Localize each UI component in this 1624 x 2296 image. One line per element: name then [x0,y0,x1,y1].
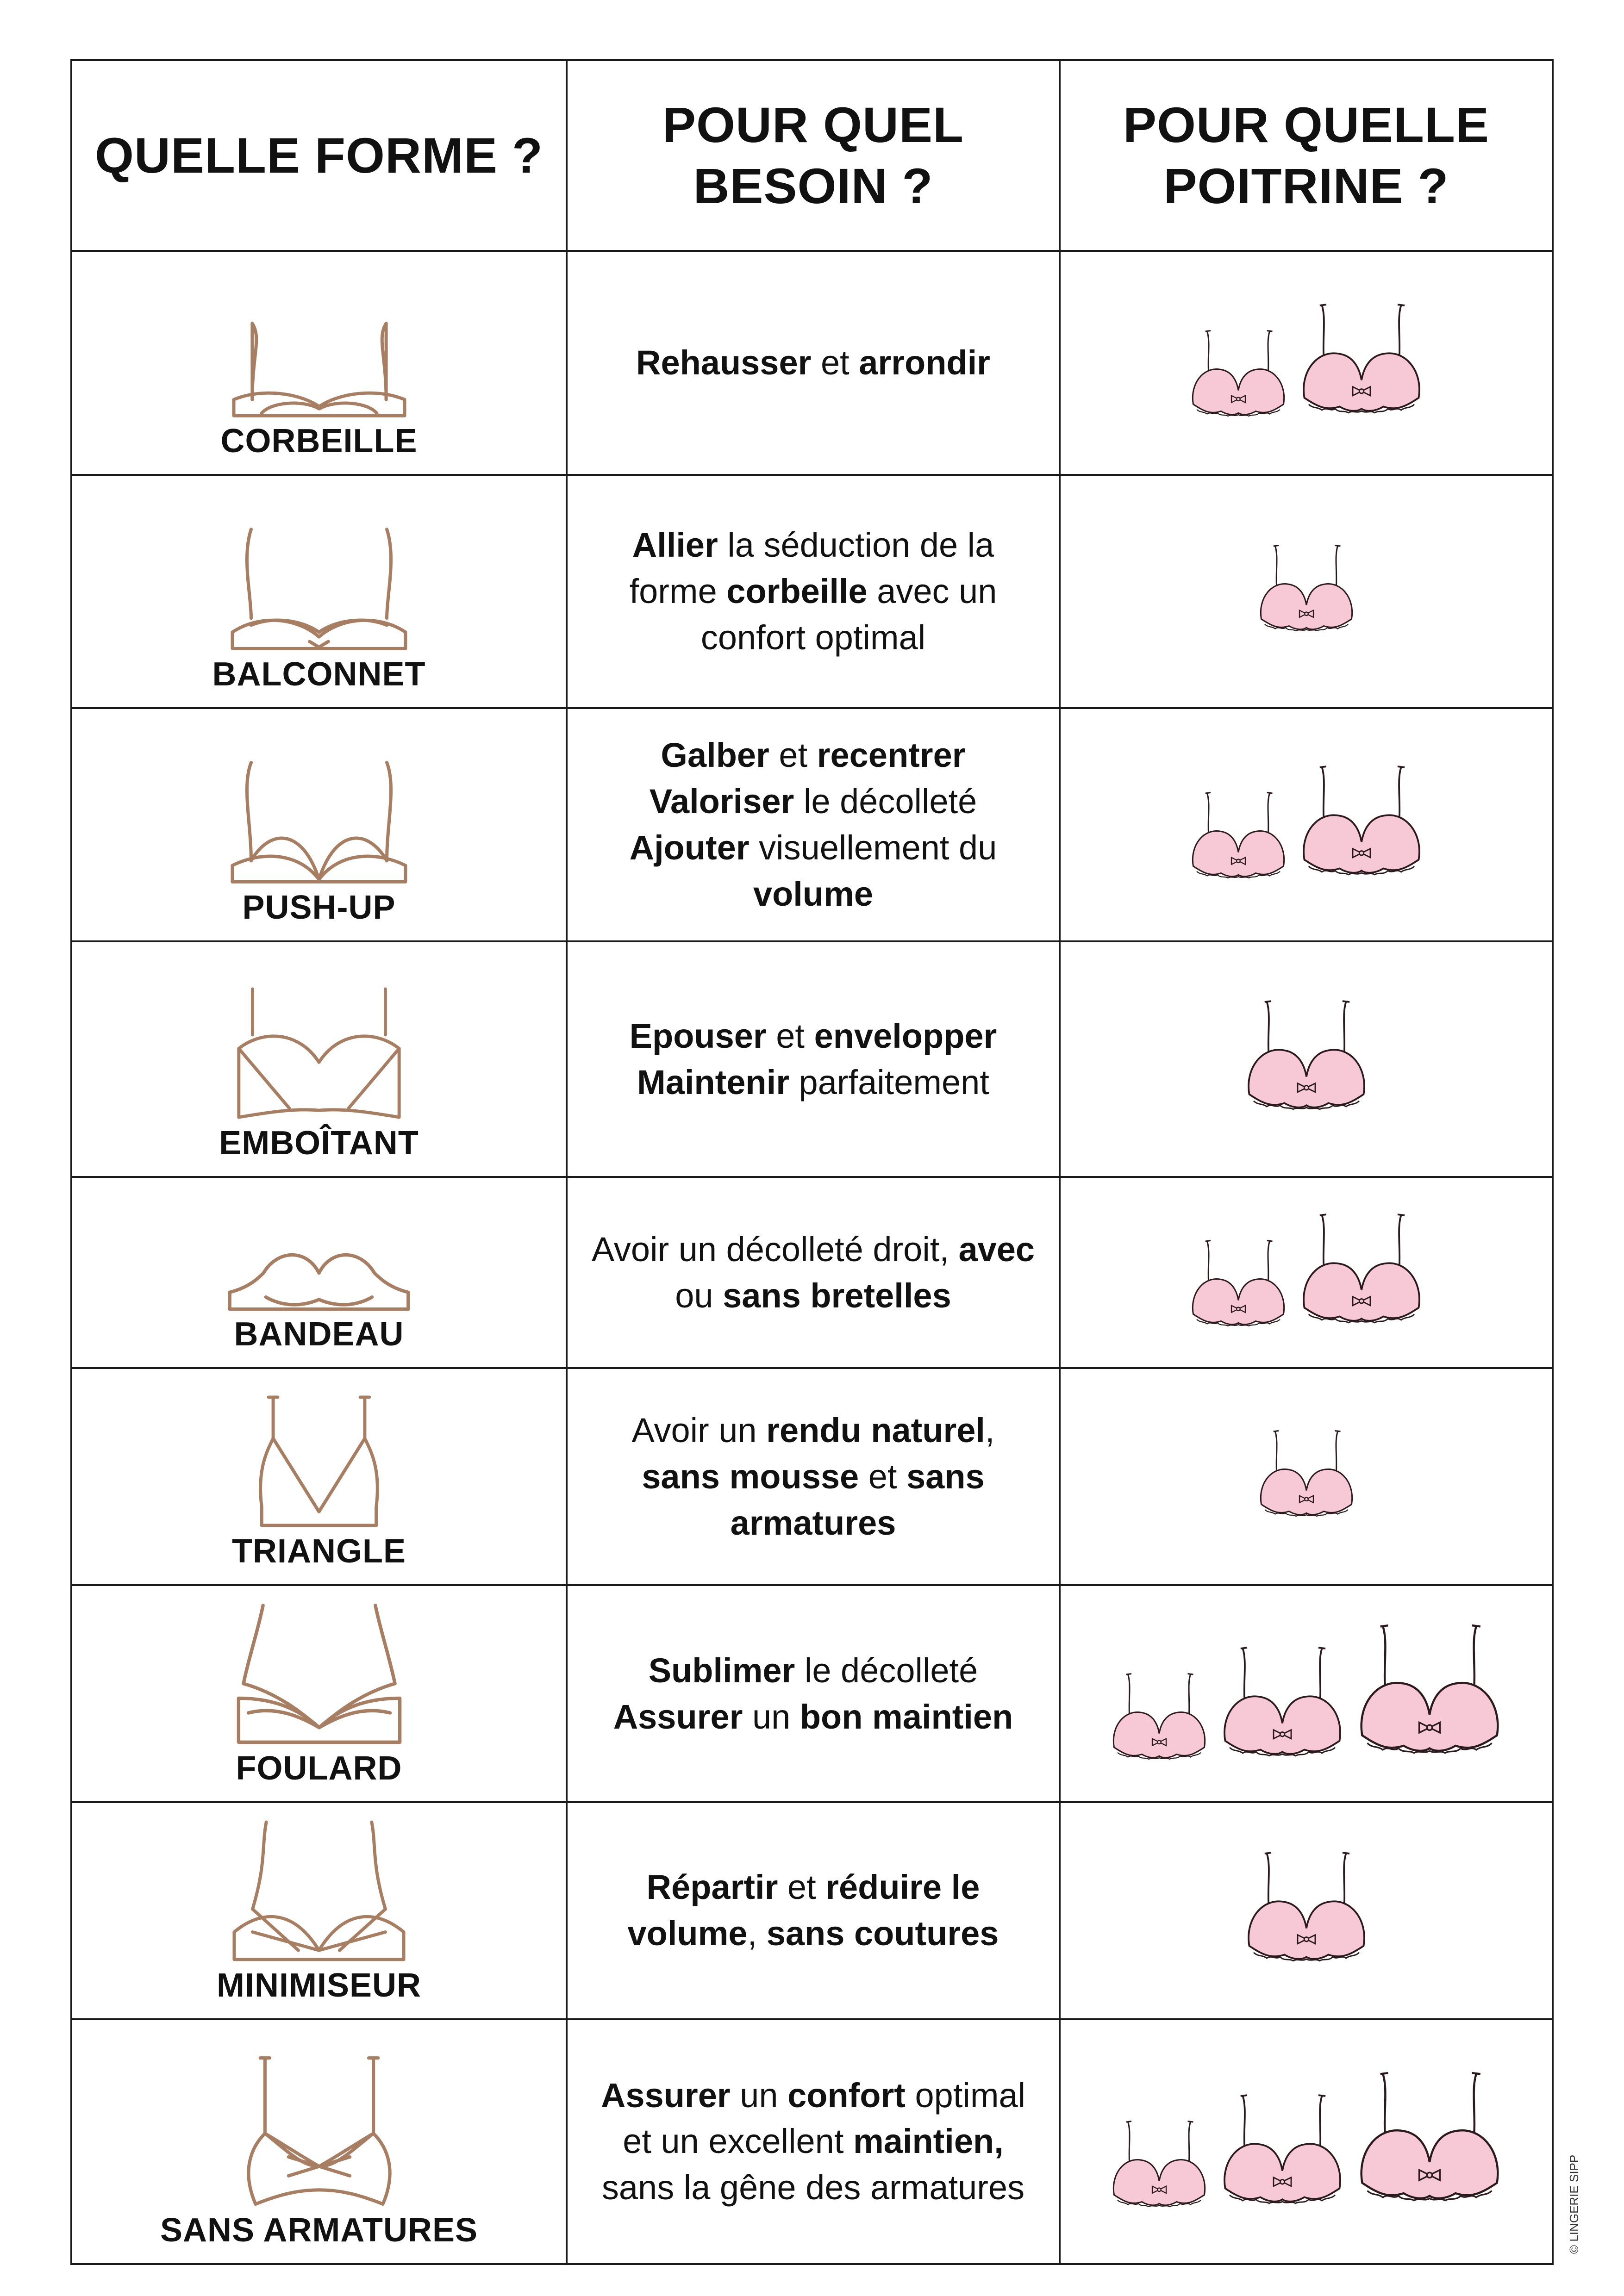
need-emphasis: sans [906,1457,985,1496]
shape-name: BALCONNET [212,655,426,693]
shape-name: MINIMISEUR [217,1966,421,2004]
need-emphasis: volume [627,1914,748,1953]
need-emphasis: recentrer [817,736,966,775]
size-1-bra-illustration [1190,1234,1287,1338]
chest-cell [1060,708,1553,941]
size-2-bra-illustration [1245,1845,1368,1977]
need-plain: et [769,736,817,775]
need-plain: Avoir un décolleté droit, [591,1230,959,1269]
need-emphasis: Sublimer [648,1651,795,1690]
need-emphasis: Valoriser [649,782,794,821]
need-cell [567,941,1060,1177]
need-cell [567,1177,1060,1368]
chest-cell [1060,475,1553,708]
shape-cell [71,1802,567,2019]
need-line [577,825,1049,871]
need-text [568,340,1059,386]
size-1-bra-illustration [1190,324,1287,429]
need-line [577,1694,1049,1740]
size-2-bra-illustration [1221,2087,1344,2219]
header-need [567,60,1060,251]
table-row [71,1368,1553,1585]
corbeille-bra-icon [231,317,407,419]
need-cell [567,1368,1060,1585]
need-line [577,340,1049,386]
chest-size-group [1061,2064,1552,2219]
need-text [568,1013,1059,1106]
chest-cell [1060,1585,1553,1802]
chest-size-group [1061,1425,1552,1529]
size-2-bra-illustration [1300,759,1423,890]
table-body [71,251,1553,2264]
chest-size-group [1061,1845,1552,1977]
need-line [577,522,1049,568]
size-2-bra-illustration [1221,1640,1344,1772]
shape-cell [71,708,567,941]
need-line [577,1273,1049,1319]
need-emphasis: Galber [661,736,769,775]
need-emphasis: Rehausser [636,343,812,382]
table-row [71,941,1553,1177]
need-line [577,732,1049,778]
sans-armatures-bra-icon [230,2051,409,2209]
header-need-line-2: BESOIN ? [693,158,933,214]
need-line [577,778,1049,825]
chest-size-group [1061,539,1552,643]
chest-cell [1060,1802,1553,2019]
need-line [577,1454,1049,1500]
need-plain: et [859,1457,907,1496]
chest-cell [1060,2019,1553,2264]
need-emphasis: Ajouter [629,828,750,867]
need-plain: forme [629,572,727,610]
need-plain: ou [675,1276,723,1315]
need-text [568,1226,1059,1319]
need-cell [567,2019,1060,2264]
foulard-bra-icon [226,1599,412,1747]
chest-size-group [1061,1207,1552,1338]
table-row [71,2019,1553,2264]
need-plain: Avoir un [631,1411,767,1450]
copyright-notice: © LINGERIE SIPP [1567,2154,1581,2254]
size-1-bra-illustration [1111,1668,1208,1772]
chest-cell [1060,251,1553,475]
need-cell [567,1802,1060,2019]
need-emphasis: avec [958,1230,1035,1269]
need-emphasis: Répartir [646,1868,778,1907]
header-row [71,60,1553,251]
size-2-bra-illustration [1300,297,1423,429]
need-plain: avec un [867,572,997,610]
need-cell [567,708,1060,941]
need-line [577,1500,1049,1546]
table-row [71,1585,1553,1802]
chest-cell [1060,1368,1553,1585]
need-plain: , [985,1411,995,1450]
shape-name: FOULARD [236,1749,402,1787]
need-emphasis: confort [787,2076,906,2115]
chest-cell [1060,1177,1553,1368]
need-plain: optimal [905,2076,1026,2115]
need-emphasis: armatures [730,1503,896,1542]
size-1-bra-illustration [1190,786,1287,890]
emboitant-bra-icon [232,983,406,1121]
shape-cell [71,475,567,708]
need-plain: sans la gêne des armatures [601,2168,1025,2207]
need-emphasis: maintien, [853,2122,1004,2161]
need-plain: et [766,1016,814,1055]
need-text [568,1864,1059,1957]
table-row [71,475,1553,708]
need-emphasis: arrondir [859,343,990,382]
size-2-bra-illustration [1245,993,1368,1125]
size-1-bra-illustration [1111,2115,1208,2219]
push-up-bra-icon [230,756,408,886]
shape-cell [71,1585,567,1802]
minimiseur-bra-icon [232,1816,406,1964]
header-chest [1060,60,1553,251]
need-emphasis: sans bretelles [723,1276,951,1315]
need-emphasis: Allier [632,526,718,565]
need-text [568,732,1059,917]
bandeau-bra-icon [227,1243,411,1313]
shape-name: PUSH-UP [242,889,396,926]
need-line [577,1013,1049,1059]
balconnet-bra-icon [230,523,408,653]
need-plain: et [778,1868,826,1907]
table-row [71,1177,1553,1368]
need-cell [567,1585,1060,1802]
need-line [577,1059,1049,1106]
need-emphasis: Assurer [600,2076,731,2115]
need-emphasis: corbeille [726,572,868,610]
chest-cell [1060,941,1553,1177]
bra-guide-table [70,59,1554,2265]
need-line [577,1407,1049,1454]
need-plain: un [730,2076,788,2115]
need-plain: un [743,1697,800,1736]
shape-cell [71,1177,567,1368]
need-emphasis: bon maintien [800,1697,1013,1736]
shape-name: BANDEAU [234,1316,404,1353]
need-cell [567,475,1060,708]
table-row [71,1802,1553,2019]
shape-cell [71,941,567,1177]
need-emphasis: Epouser [629,1016,767,1055]
need-plain: et un excellent [623,2122,853,2161]
need-emphasis: sans mousse [642,1457,859,1496]
need-emphasis: réduire le [825,1868,980,1907]
chest-size-group [1061,1616,1552,1772]
header-shape [71,60,567,251]
need-line [577,871,1049,917]
need-line [577,1864,1049,1910]
size-2-bra-illustration [1300,1207,1423,1338]
need-plain: visuellement du [749,828,997,867]
need-emphasis: envelopper [814,1016,997,1055]
chest-size-group [1061,759,1552,890]
size-1-bra-illustration [1258,1425,1355,1529]
table-row [71,251,1553,475]
header-shape-line: QUELLE FORME ? [95,127,543,184]
need-line [577,2072,1049,2119]
need-line [577,1648,1049,1694]
shape-name: SANS ARMATURES [160,2212,478,2249]
size-1-bra-illustration [1258,539,1355,643]
need-text [568,1407,1059,1546]
shape-cell [71,251,567,475]
need-line [577,1910,1049,1957]
need-line [577,2165,1049,2211]
size-3-bra-illustration [1357,1616,1502,1772]
need-emphasis: Maintenir [637,1063,789,1101]
need-plain: le décolleté [794,782,977,821]
chest-size-group [1061,297,1552,429]
triangle-bra-icon [232,1391,406,1530]
shape-name: EMBOÎTANT [219,1125,419,1162]
need-plain: et [811,343,859,382]
need-plain: confort optimal [700,618,926,657]
shape-name: CORBEILLE [220,422,418,460]
need-emphasis: sans coutures [766,1914,999,1953]
need-line [577,568,1049,615]
need-line [577,2118,1049,2165]
table-row [71,708,1553,941]
need-text [568,1648,1059,1740]
header-chest-line-2: POITRINE ? [1163,158,1449,214]
shape-cell [71,2019,567,2264]
header-chest-line-1: POUR QUELLE [1123,97,1490,153]
header-need-line-1: POUR QUEL [662,97,964,153]
need-plain: , [747,1914,767,1953]
need-plain: le décolleté [795,1651,978,1690]
need-emphasis: volume [753,874,874,913]
need-cell [567,251,1060,475]
chest-size-group [1061,993,1552,1125]
size-3-bra-illustration [1357,2064,1502,2219]
shape-cell [71,1368,567,1585]
need-line [577,615,1049,661]
need-emphasis: rendu naturel [766,1411,985,1450]
shape-name: TRIANGLE [232,1533,406,1570]
need-plain: la séduction de la [718,526,994,565]
need-emphasis: Assurer [613,1697,743,1736]
need-text [568,522,1059,661]
need-line [577,1226,1049,1273]
need-plain: parfaitement [789,1063,989,1101]
need-text [568,2072,1059,2211]
